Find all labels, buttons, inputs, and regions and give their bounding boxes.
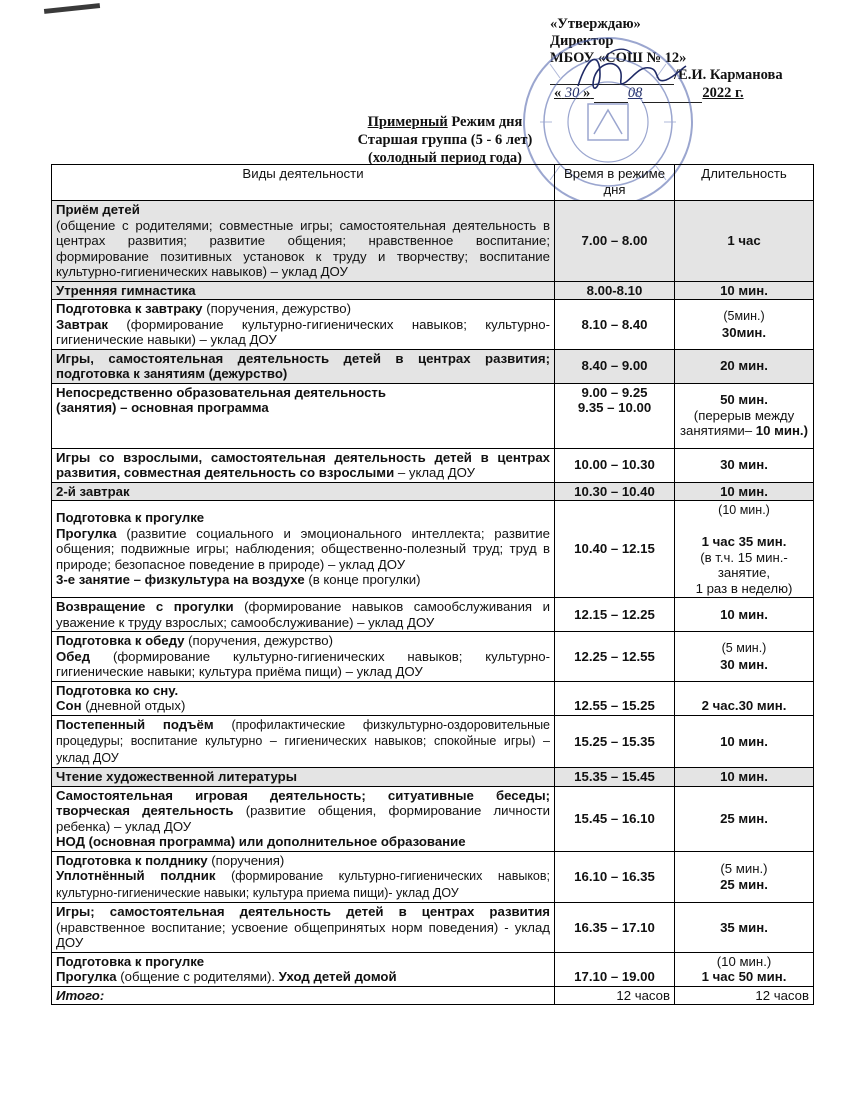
column-header-time: Время в режиме дня: [555, 165, 675, 201]
document-title: Примерный Режим дня: [367, 114, 523, 130]
duration-cell: (10 мин.) 1 час 50 мин.: [675, 952, 814, 986]
daily-schedule-table: [51, 164, 814, 1005]
schedule-row: [52, 681, 814, 715]
duration-cell: 10 мин.: [675, 281, 814, 300]
total-row: [52, 986, 814, 1005]
signature-blank: [550, 67, 674, 85]
time-cell: 10.30 – 10.40: [555, 482, 675, 501]
time-cell: 12.25 – 12.55: [555, 632, 675, 682]
duration-cell: 35 мин.: [675, 903, 814, 953]
time-cell: 16.35 – 17.10: [555, 903, 675, 953]
duration-cell: 10 мин.: [675, 768, 814, 787]
duration-cell: 10 мин.: [675, 482, 814, 501]
schedule-row: [52, 501, 814, 598]
activity-cell: Самостоятельная игровая деятельность; ситуативные беседы; творческая деятельность (развитие общения, формирование личности ребенка) – уклад ДОУ НОД (основная программа) или дополнительное образование: [52, 786, 555, 851]
schedule-row: [52, 281, 814, 300]
time-cell: 10.00 – 10.30: [555, 448, 675, 482]
schedule-row: [52, 632, 814, 682]
document-title-block: [230, 113, 660, 167]
schedule-row: [52, 300, 814, 350]
schedule-row: [52, 482, 814, 501]
group-subtitle: Старшая группа (5 - 6 лет): [357, 132, 533, 148]
approval-date: « 30 » 08 2022 г.: [554, 85, 744, 101]
activity-cell: Подготовка к прогулке Прогулка (общение с родителями). Уход детей домой: [52, 952, 555, 986]
activity-cell: Подготовка к обеду (поручения, дежурство) Обед (формирование культурно-гигиенических навыков; культурно-гигиенические навыки; культура приёма пищи) – уклад ДОУ: [52, 632, 555, 682]
activity-cell: Непосредственно образовательная деятельность (занятия) – основная программа: [52, 383, 555, 448]
duration-cell: 10 мин.: [675, 715, 814, 768]
schedule-row: [52, 851, 814, 903]
column-header-activity: Виды деятельности: [52, 165, 555, 201]
time-cell: 7.00 – 8.00: [555, 201, 675, 282]
date-month: 08: [627, 85, 643, 101]
total-label: Итого:: [52, 986, 555, 1005]
duration-cell: (5 мин.) 30 мин.: [675, 632, 814, 682]
time-cell: 15.35 – 15.45: [555, 768, 675, 787]
duration-cell: (5 мин.) 25 мин.: [675, 851, 814, 903]
activity-cell: Подготовка ко сну. Сон (дневной отдых): [52, 681, 555, 715]
column-header-duration: Длительность: [675, 165, 814, 201]
activity-cell: Чтение художественной литературы: [52, 768, 555, 787]
schedule-row: [52, 383, 814, 448]
schedule-row: [52, 201, 814, 282]
duration-cell: 30 мин.: [675, 448, 814, 482]
scan-mark: [44, 3, 100, 14]
activity-cell: Возвращение с прогулки (формирование навыков самообслуживания и уважение к труду взрослых; самообслуживание) – уклад ДОУ: [52, 598, 555, 632]
schedule-row: [52, 349, 814, 383]
activity-cell: Подготовка к полднику (поручения) Уплотнённый полдник (формирование культурно-гигиенических навыков; культурно-гигиенические навыки; культура приема пищи)- уклад ДОУ: [52, 851, 555, 903]
time-cell: 16.10 – 16.35: [555, 851, 675, 903]
schedule-row: [52, 786, 814, 851]
director-name: /Е.И. Карманова: [674, 67, 783, 83]
duration-cell: 2 час.30 мин.: [675, 681, 814, 715]
total-time: 12 часов: [555, 986, 675, 1005]
period-subtitle: (холодный период года): [367, 150, 522, 166]
duration-cell: 25 мин.: [675, 786, 814, 851]
time-cell: 8.00-8.10: [555, 281, 675, 300]
approval-org: МБОУ «СОШ № 12»: [550, 50, 687, 66]
activity-cell: Игры со взрослыми, самостоятельная деятельность детей в центрах развития, совместная деятельность со взрослыми – уклад ДОУ: [52, 448, 555, 482]
time-cell: 17.10 – 19.00: [555, 952, 675, 986]
date-year: 2022 г.: [702, 85, 744, 101]
approval-title: «Утверждаю»: [550, 16, 641, 32]
duration-cell: 20 мин.: [675, 349, 814, 383]
time-cell: 12.55 – 15.25: [555, 681, 675, 715]
total-duration: 12 часов: [675, 986, 814, 1005]
duration-cell: 50 мин. (перерыв между занятиями– 10 мин.): [675, 383, 814, 448]
schedule-row: [52, 598, 814, 632]
schedule-row: [52, 903, 814, 953]
time-cell: 8.10 – 8.40: [555, 300, 675, 350]
activity-cell: Подготовка к завтраку (поручения, дежурство) Завтрак (формирование культурно-гигиенических навыков; культурно-гигиенические навыки) – уклад ДОУ: [52, 300, 555, 350]
schedule-row: [52, 715, 814, 768]
schedule-row: [52, 952, 814, 986]
activity-cell: Игры, самостоятельная деятельность детей в центрах развития; подготовка к занятиям (дежурство): [52, 349, 555, 383]
schedule-row: [52, 768, 814, 787]
time-cell: 8.40 – 9.00: [555, 349, 675, 383]
time-cell: 15.25 – 15.35: [555, 715, 675, 768]
time-cell: 9.00 – 9.25 9.35 – 10.00: [555, 383, 675, 448]
approval-block: [550, 16, 840, 103]
activity-cell: Игры; самостоятельная деятельность детей в центрах развития (нравственное воспитание; усвоение общепринятых норм поведения) - уклад ДОУ: [52, 903, 555, 953]
duration-cell: 10 мин.: [675, 598, 814, 632]
activity-cell: Утренняя гимнастика: [52, 281, 555, 300]
schedule-row: [52, 448, 814, 482]
time-cell: 12.15 – 12.25: [555, 598, 675, 632]
activity-cell: Приём детей (общение с родителями; совместные игры; самостоятельная деятельность в центрах развития; развитие общения; нравственное воспитание; формирование позитивных установок к труду и творчеству; воспитание культурно-гигиенических навыков) – уклад ДОУ: [52, 201, 555, 282]
activity-cell: Подготовка к прогулке Прогулка (развитие социального и эмоционального интеллекта; развитие общения; подвижные игры; наблюдения; общественно-полезный труд; труд в природе; безопасное поведение в природе) – уклад ДОУ 3-е занятие – физкультура на воздухе (в конце прогулки): [52, 501, 555, 598]
activity-cell: 2-й завтрак: [52, 482, 555, 501]
approval-position: Директор: [550, 33, 614, 49]
table-header-row: [52, 165, 814, 201]
duration-cell: (5мин.) 30мин.: [675, 300, 814, 350]
time-cell: 10.40 – 12.15: [555, 501, 675, 598]
duration-cell: (10 мин.) 1 час 35 мин. (в т.ч. 15 мин.- занятие, 1 раз в неделю): [675, 501, 814, 598]
activity-cell: Постепенный подъём (профилактические физкультурно-оздоровительные процедуры; воспитание культурно – гигиенических навыков; спокойные игры) – уклад ДОУ: [52, 715, 555, 768]
date-day: 30: [564, 85, 580, 101]
time-cell: 15.45 – 16.10: [555, 786, 675, 851]
duration-cell: 1 час: [675, 201, 814, 282]
